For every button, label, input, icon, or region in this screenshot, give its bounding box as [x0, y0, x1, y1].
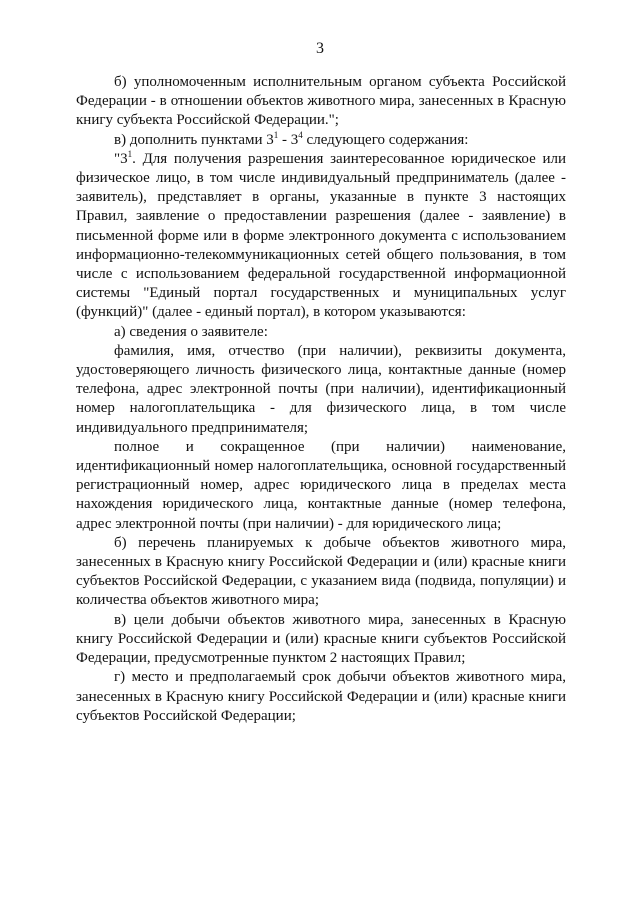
superscript: 1 [273, 129, 279, 140]
paragraph-v-add-points [76, 131, 566, 150]
superscript: 4 [298, 129, 303, 140]
page-number: 3 [316, 40, 324, 57]
paragraph-individual-details: фамилия, имя, отчество (при наличии), реквизиты документа, удостоверяющего личность физического лица, контактные данные (номер телефона, адрес электронной почты (при наличии), идентификационный номер налогоплательщика - для физического лица, в том числе индивидуального предпринимателя; [76, 342, 566, 436]
text-segment: . Для получения разрешения заинтересованное юридическое или физическое лицо, в том числе индивидуальный предприниматель (далее - заявитель), представляет в органы, указанные в пункте 3 настоящих Правил, заявление о предоставлении разрешения (далее - заявление) в письменной форме или в форме электронного документа с использованием информационно-телекоммуникационных сетей общего пользования, в том числе с использованием федеральной государственной информационной системы "Единый портал государственных и муниципальных услуг (функций)" (далее - единый портал), в котором указываются: [76, 150, 566, 321]
text-segment: в) дополнить пунктами 3 [114, 131, 274, 148]
paragraph-b-authorized-body: б) уполномоченным исполнительным органом субъекта Российской Федерации - в отношении объектов животного мира, занесенных в Красную книгу субъекта Российской Федерации."; [76, 74, 566, 129]
text-segment: следующего содержания: [302, 131, 469, 148]
paragraph-v-purposes: в) цели добычи объектов животного мира, занесенных в Красную книгу Российской Федерации и (или) красные книги субъектов Российской Федерации, предусмотренные пунктом 2 настоящих Правил; [76, 611, 566, 667]
paragraph-a-applicant-info: а) сведения о заявителе: [114, 323, 268, 340]
paragraph-legal-entity-details: полное и сокращенное (при наличии) наименование, идентификационный номер налогоплательщика, основной государственный регистрационный номер, адрес юридического лица в пределах места нахождения юридического лица, контактные данные (номер телефона, адрес электронной почты (при наличии) - для юридического лица; [76, 438, 566, 532]
document-body [76, 73, 566, 726]
paragraph-point-3-1 [76, 150, 566, 323]
paragraph-g-place-and-term: г) место и предполагаемый срок добычи объектов животного мира, занесенных в Красную книгу Российской Федерации и (или) красные книги субъектов Российской Федерации; [76, 669, 566, 724]
text-segment: "3 [114, 150, 128, 167]
text-segment: - 3 [278, 131, 299, 148]
paragraph-b-species-list: б) перечень планируемых к добыче объектов животного мира, занесенных в Красную книгу Российской Федерации и (или) красные книги субъектов Российской Федерации, с указанием вида (подвида, популяции) и количества объектов животного мира; [76, 534, 566, 609]
superscript: 1 [127, 148, 133, 159]
